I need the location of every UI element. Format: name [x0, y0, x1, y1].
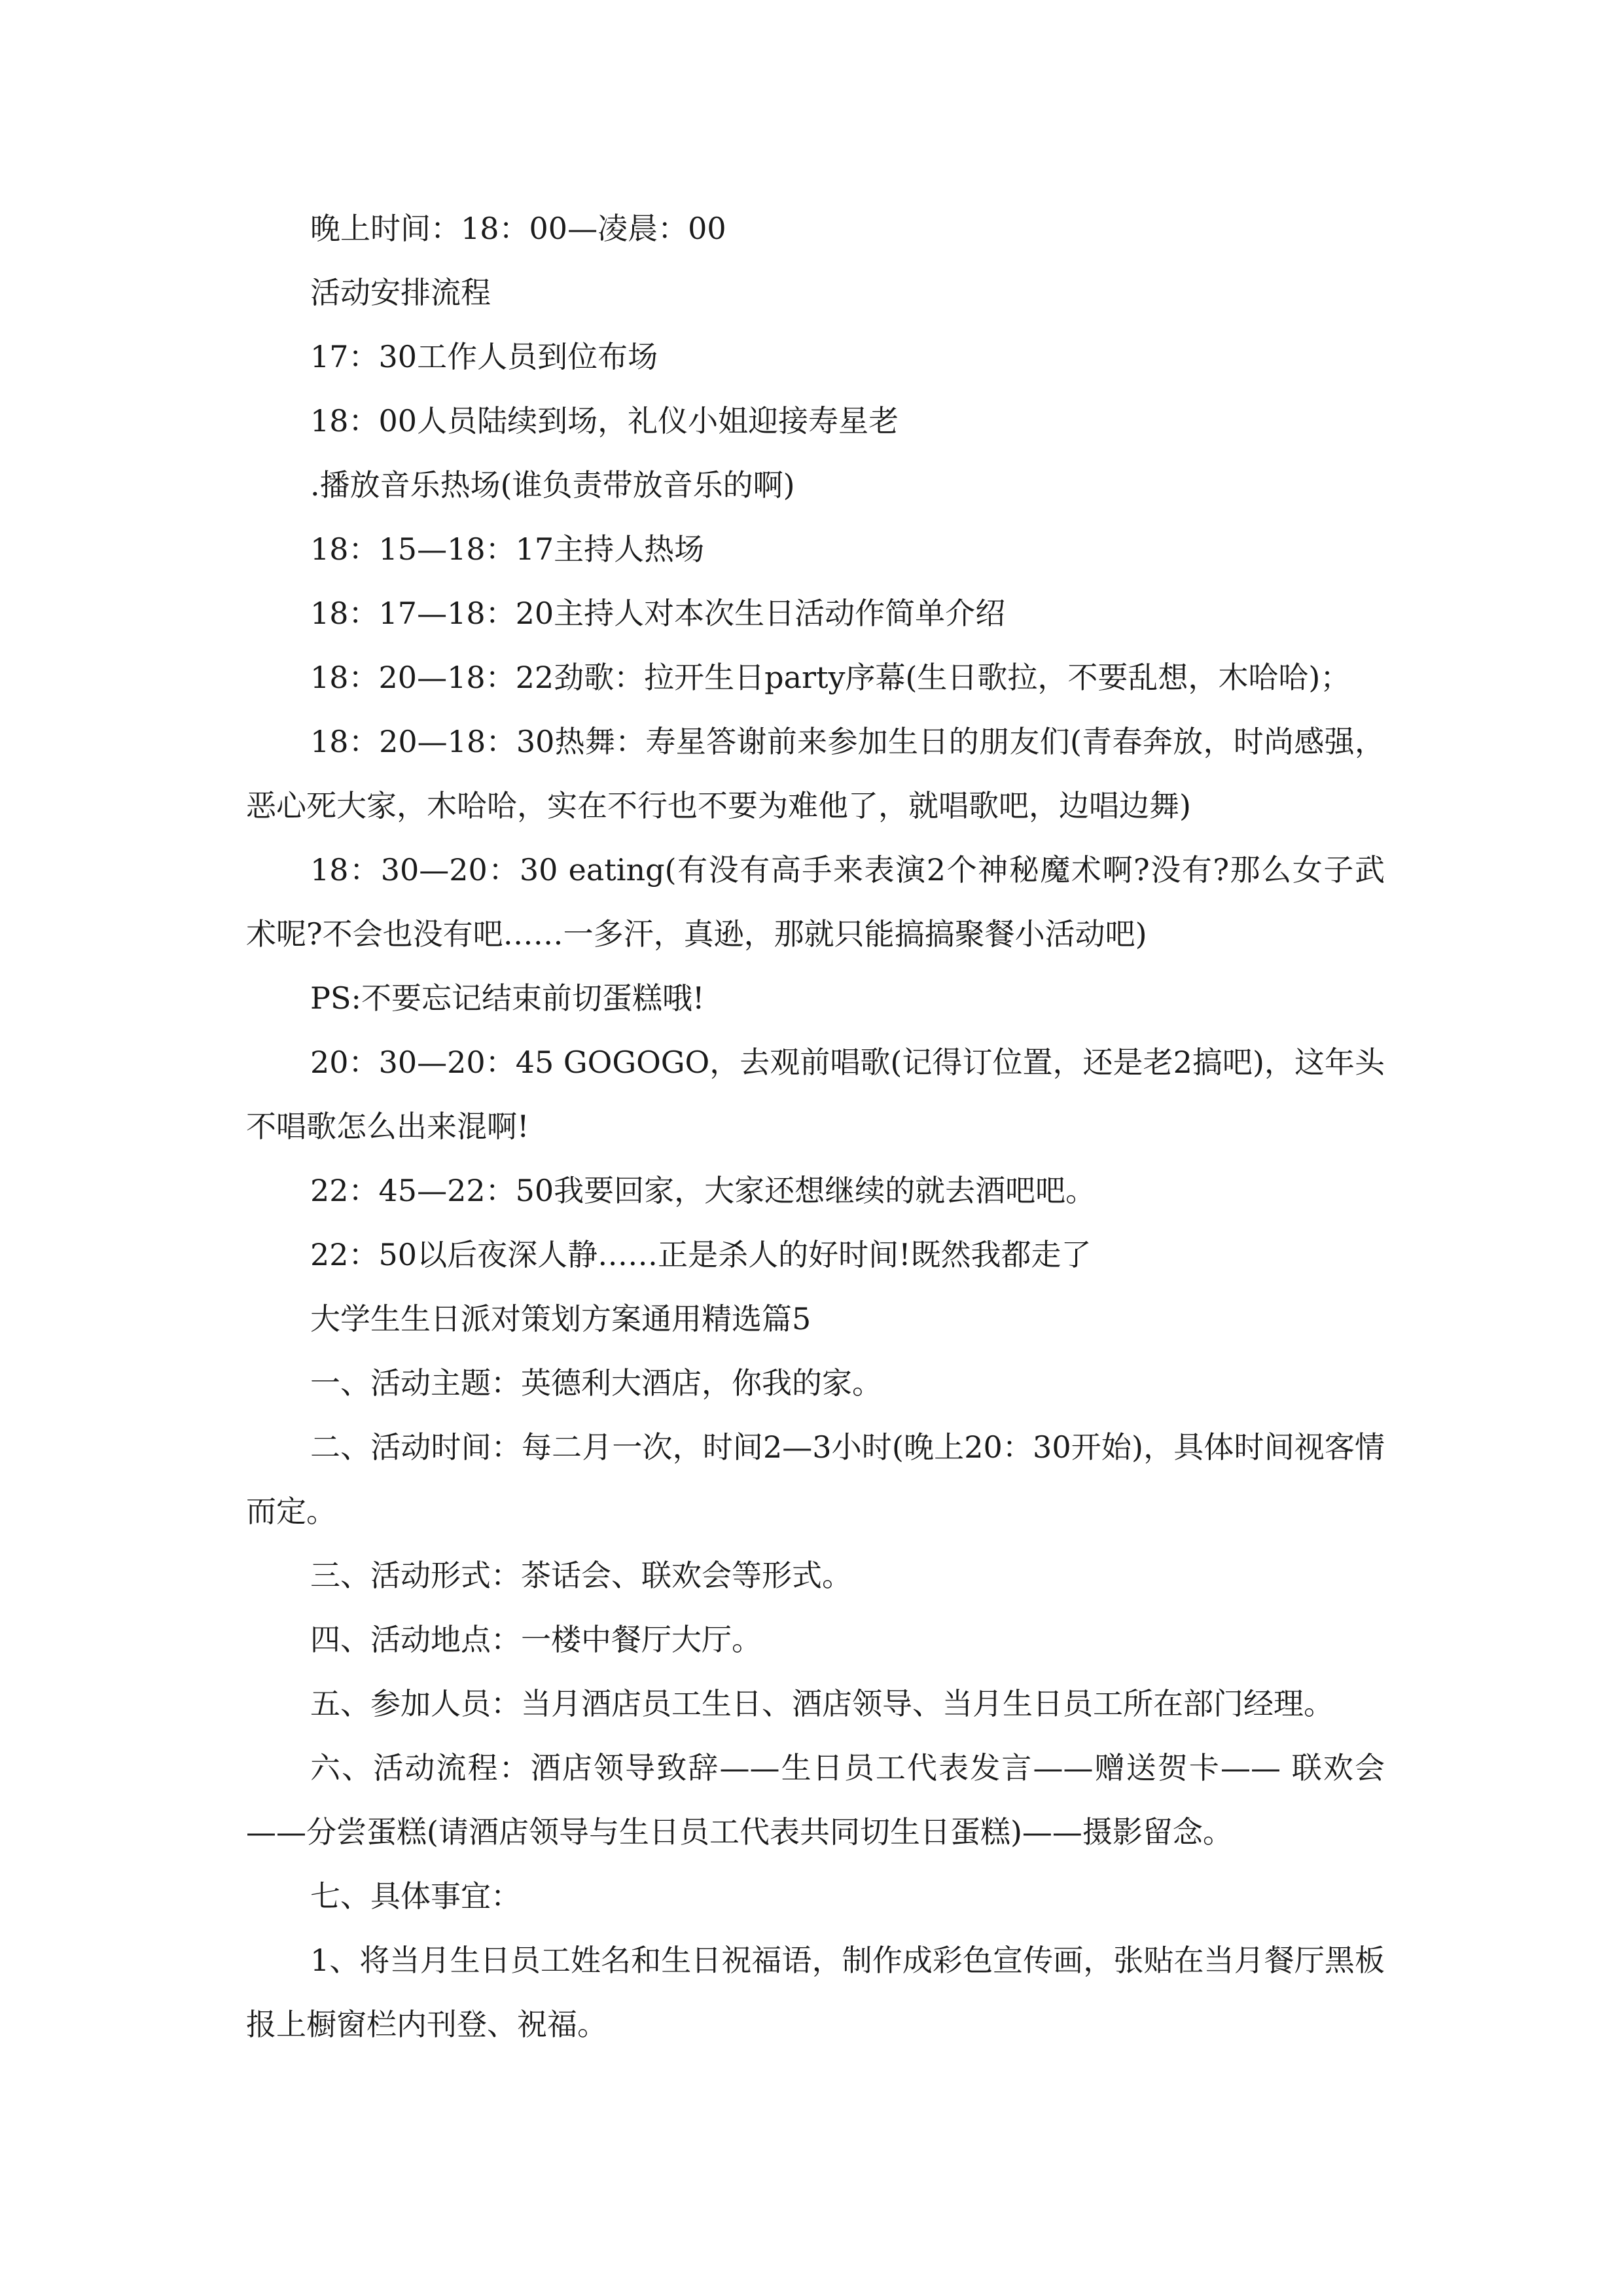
paragraph-1815: 18：15—18：17主持人热场: [310, 531, 705, 567]
paragraph-evening-time: 晚上时间：18：00—凌晨：00: [310, 211, 726, 246]
paragraph-1800: 18：00人员陆续到场，礼仪小姐迎接寿星老: [310, 403, 899, 439]
paragraph-activity-time: 二、活动时间：每二月一次，时间2—3小时(晚上20：30开始)，具体时间视客情而定。: [246, 1429, 1385, 1529]
paragraph-activity-flow: 六、活动流程：酒店领导致辞——生日员工代表发言——赠送贺卡—— 联欢会 ——分尝蛋糕(请酒店领导与生日员工代表共同切生日蛋糕)——摄影留念。: [246, 1750, 1385, 1850]
paragraph-1820-dance: 18：20—18：30热舞：寿星答谢前来参加生日的朋友们(青春奔放，时尚感强，恶心死大家，木哈哈，实在不行也不要为难他了，就唱歌吧，边唱边舞): [246, 724, 1385, 823]
paragraph-activity-form: 三、活动形式：茶话会、联欢会等形式。: [310, 1558, 852, 1593]
paragraph-2250: 22：50以后夜深人静……正是杀人的好时间!既然我都走了: [310, 1237, 1092, 1272]
paragraph-theme: 一、活动主题：英德利大酒店，你我的家。: [310, 1365, 882, 1401]
paragraph-1817: 18：17—18：20主持人对本次生日活动作简单介绍: [310, 596, 1006, 631]
section-title: 大学生生日派对策划方案通用精选篇5: [310, 1301, 812, 1336]
paragraph-1820-song: 18：20—18：22劲歌：拉开生日party序幕(生日歌拉，不要乱想，木哈哈)；: [310, 660, 1351, 695]
paragraph-details-heading: 七、具体事宜：: [310, 1878, 521, 1914]
paragraph-music: .播放音乐热场(谁负责带放音乐的啊): [310, 467, 795, 503]
paragraph-1830-eating: 18：30—20：30 eating(有没有高手来表演2个神秘魔术啊?没有?那么女子武术呢?不会也没有吧……一多汗，真逊，那就只能搞搞聚餐小活动吧): [246, 852, 1385, 952]
paragraph-activity-location: 四、活动地点：一楼中餐厅大厅。: [310, 1622, 762, 1657]
paragraph-schedule-heading: 活动安排流程: [310, 275, 491, 310]
paragraph-ps: PS:不要忘记结束前切蛋糕哦!: [310, 980, 705, 1016]
paragraph-2245: 22：45—22：50我要回家，大家还想继续的就去酒吧吧。: [310, 1173, 1096, 1208]
paragraph-detail-1: 1、将当月生日员工姓名和生日祝福语，制作成彩色宣传画，张贴在当月餐厅黑板报上橱窗栏内刊登、祝福。: [246, 1943, 1385, 2042]
paragraph-2030: 20：30—20：45 GOGOGO，去观前唱歌(记得订位置，还是老2搞吧)，这年头不唱歌怎么出来混啊!: [246, 1045, 1385, 1144]
document-body: [246, 196, 1385, 2056]
paragraph-1730: 17：30工作人员到位布场: [310, 339, 658, 374]
paragraph-participants: 五、参加人员：当月酒店员工生日、酒店领导、当月生日员工所在部门经理。: [310, 1686, 1334, 1721]
